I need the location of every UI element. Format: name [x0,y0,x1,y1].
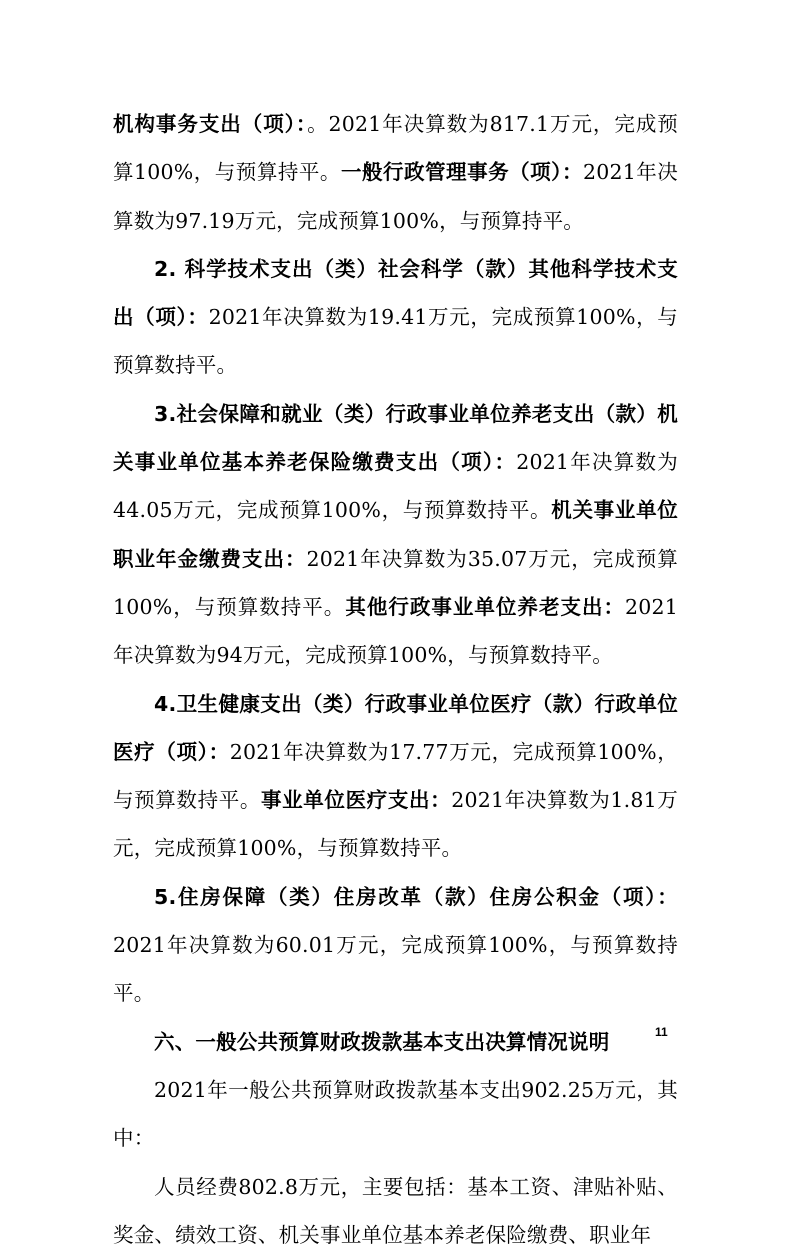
paragraph-science-tech [113,245,678,390]
heading-occupational-annuity: 机关事业单位职业年金缴费支出： [113,498,679,571]
heading-institution-affairs: 机构事务支出（项）： [113,112,308,136]
text-basic-pension: 2021年决算数为44.05万元，完成预算100%，与预算数持平。 [113,450,678,523]
text-housing: 2021年决算数为60.01万元，完成预算100%，与预算数持平。 [113,933,678,1006]
paragraph-personnel-expenses [113,1163,678,1259]
paragraph-institution-affairs [113,100,678,245]
text-institution-affairs: 。2021年决算数为817.1万元，完成预算100%，与预算持平。 [113,112,679,185]
text-personnel-expenses: 人员经费802.8万元，主要包括：基本工资、津贴补贴、奖金、绩效工资、机关事业单位基本养老保险缴费、职业年 [113,1174,678,1247]
paragraph-basic-expenditure [113,1066,678,1163]
text-occupational-annuity: 2021年决算数为35.07万元，完成预算100%，与预算数持平。 [113,546,678,619]
text-other-pension: 2021年决算数为94万元，完成预算100%，与预算数持平。 [113,594,678,668]
section-six-title: 六、一般公共预算财政拨款基本支出决算情况说明 [154,1029,610,1054]
heading-admin-medical: 4.卫生健康支出（类）行政事业单位医疗（款）行政单位医疗（项）： [113,691,678,764]
page-number: 11 [655,1025,668,1039]
paragraph-housing [113,873,678,1018]
body-text [113,100,678,1259]
paragraph-social-security [113,390,678,680]
text-public-institution-medical: 2021年决算数为1.81万元，完成预算100%，与预算数持平。 [113,788,678,861]
paragraph-health [113,680,678,873]
text-general-admin: 2021年决算数为97.19万元，完成预算100%，与预算持平。 [113,160,679,233]
text-science-tech: 2021年决算数为19.41万元，完成预算100%，与预算数持平。 [113,305,678,378]
heading-public-institution-medical: 事业单位医疗支出： [261,788,452,813]
heading-housing: 5.住房保障（类）住房改革（款）住房公积金（项）： [154,884,678,909]
heading-other-pension: 其他行政事业单位养老支出： [345,594,625,619]
heading-general-admin: 一般行政管理事务（项）： [340,160,583,185]
section-heading-six [113,1018,678,1066]
heading-basic-pension: 3.社会保障和就业（类）行政事业单位养老支出（款）机关事业单位基本养老保险缴费支出（项）： [113,401,678,475]
text-admin-medical: 2021年决算数为17.77万元，完成预算100%，与预算数持平。 [113,739,678,813]
text-basic-expenditure: 2021年一般公共预算财政拨款基本支出902.25万元，其中： [113,1077,678,1151]
heading-science-tech: 2. 科学技术支出（类）社会科学（款）其他科学技术支出（项）： [113,256,678,330]
